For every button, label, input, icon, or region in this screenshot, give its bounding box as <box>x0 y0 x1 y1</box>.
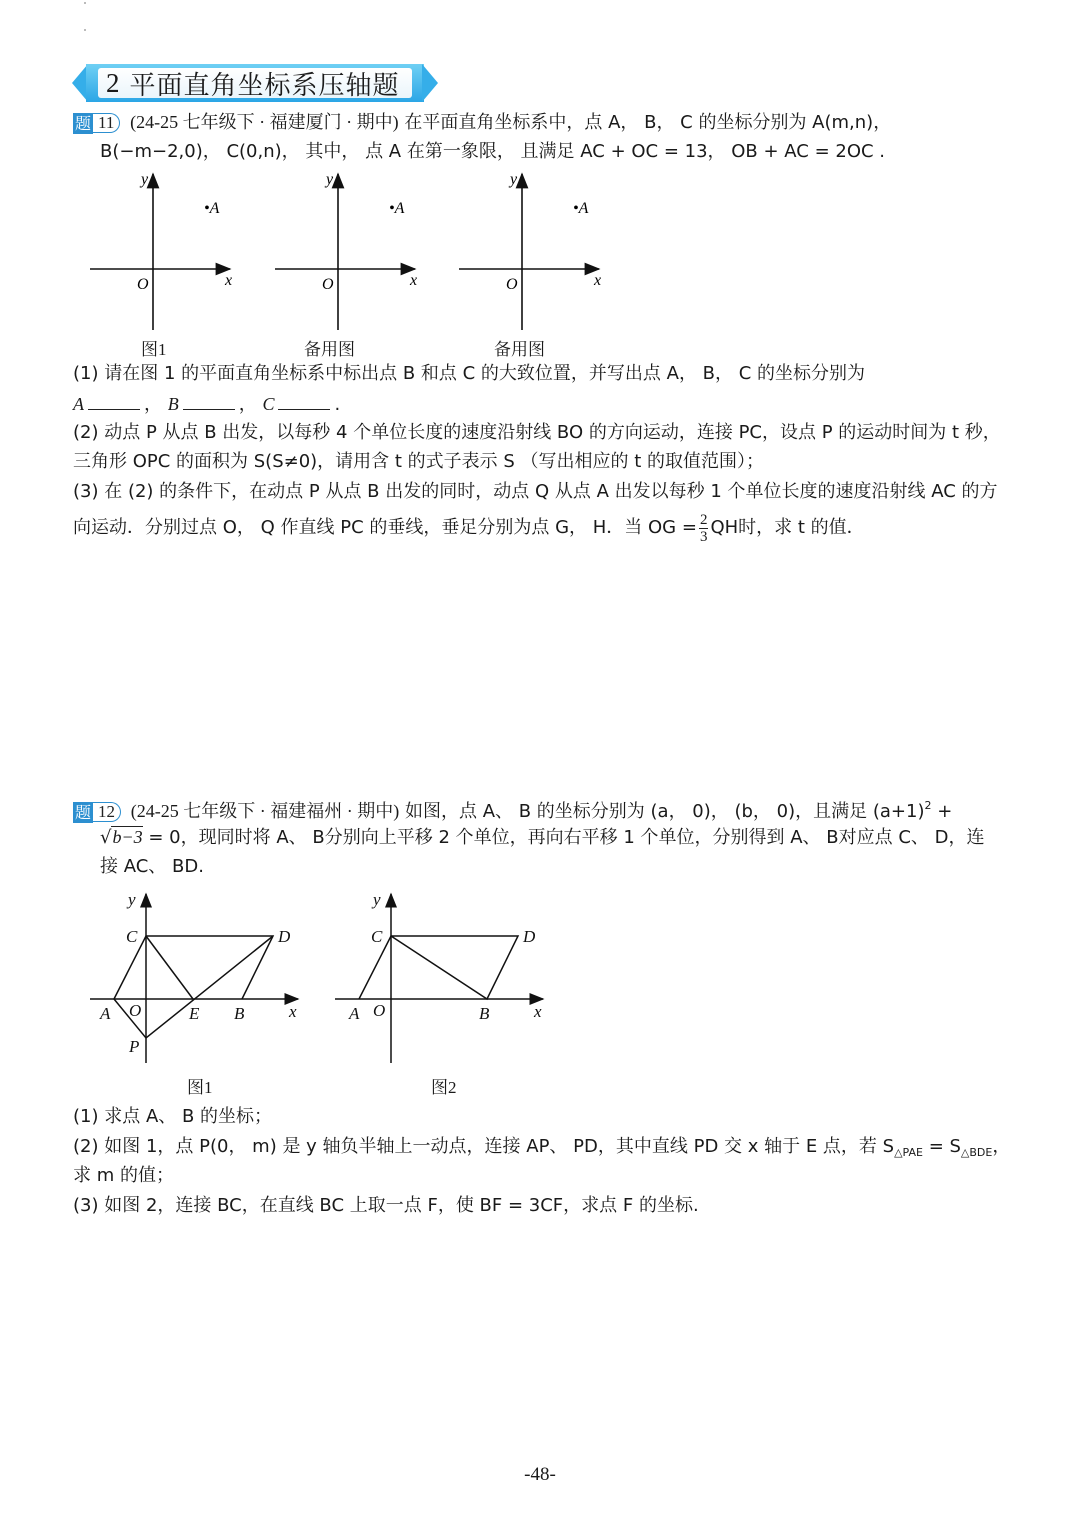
problem-12-stem-line3: 接 AC、 BD. <box>100 856 204 877</box>
figure-caption: 图1 <box>187 1078 213 1097</box>
scan-speck <box>84 29 86 31</box>
x-axis-label: x <box>225 272 233 289</box>
subscript-pae: △PAE <box>894 1146 923 1159</box>
y-axis-label: y <box>128 890 136 909</box>
question-3-line1: (3) 在 (2) 的条件下，在动点 P 从点 B 出发的同时，动点 Q 从点 A 出发以每秒 1 个单位长度的速度沿射线 AC 的方 <box>73 481 998 502</box>
fraction-two-thirds <box>699 512 709 545</box>
question-2-text: (2) 如图 1，点 P(0， m) 是 y 轴负半轴上一动点，连接 AP、 PD，其中直线 PD 交 x 轴于 E 点，若 S <box>73 1136 895 1157</box>
question-2-line1: (2) 动点 P 从点 B 出发，以每秒 4 个单位长度的速度沿射线 BO 的方向运动，连接 PC，设点 P 的运动时间为 t 秒， <box>73 422 1001 443</box>
blank-label-c: C <box>262 394 275 414</box>
figure-caption: 图1 <box>141 340 167 359</box>
blank-label-a: A <box>73 394 84 414</box>
question-3-line2 <box>73 511 865 545</box>
problem-stem: 如图，点 A、 B 的坐标分别为 (a， 0)， (b， 0)，且满足 (a+1) <box>404 801 925 822</box>
point-p-label: P <box>129 1037 140 1056</box>
point-d-label: D <box>523 927 536 946</box>
problem-stem-end: + <box>931 801 953 822</box>
question-2-line2: 三角形 OPC 的面积为 S(S≠0)，请用含 t 的式子表示 S （写出相应的 t 的取值范围）； <box>73 451 765 472</box>
geometry-figure-1 <box>88 888 308 1068</box>
origin-label: O <box>322 276 334 293</box>
geometry-figure-2 <box>333 888 553 1068</box>
question-2-line1 <box>73 1135 1010 1165</box>
subscript-bde: △BDE <box>960 1146 993 1159</box>
question-2-line2: 求 m 的值； <box>73 1165 174 1186</box>
exponent: 2 <box>924 799 932 812</box>
question-1: (1) 请在图 1 的平面直角坐标系中标出点 B 和点 C 的大致位置，并写出点 A， B， C 的坐标分别为 <box>73 363 866 384</box>
point-b-label: B <box>479 1004 490 1023</box>
answer-blank-c[interactable] <box>278 409 330 410</box>
fraction-numerator: 2 <box>699 511 708 528</box>
coordinate-figure-1 <box>85 168 245 333</box>
problem-source: (24-25 七年级下 · 福建福州 · 期中) <box>130 801 400 821</box>
point-a-label: A <box>349 1004 360 1023</box>
x-axis-label: x <box>410 272 418 289</box>
point-a-label: •A <box>389 200 405 217</box>
problem-12-stem-line2 <box>100 825 985 850</box>
x-axis-label: x <box>289 1002 297 1021</box>
question-1-answer-blanks: A ， B ， C . <box>73 394 341 415</box>
point-c-label: C <box>371 927 383 946</box>
coordinate-figure-spare-2 <box>454 168 614 333</box>
x-axis-label: x <box>534 1002 542 1021</box>
banner-inner <box>98 67 412 101</box>
scan-speck <box>84 2 86 4</box>
problem-badge <box>73 802 121 823</box>
origin-label: O <box>506 276 518 293</box>
origin-label: O <box>129 1001 142 1020</box>
problem-badge-number: 12 <box>93 802 121 822</box>
section-title: 平面直角坐标系压轴题 <box>129 70 400 101</box>
problem-badge-label: 题 <box>75 113 92 133</box>
figure-caption: 备用图 <box>494 340 545 359</box>
problem-source: (24-25 七年级下 · 福建厦门 · 期中) <box>130 112 399 132</box>
answer-blank-b[interactable] <box>183 409 235 410</box>
point-b-label: B <box>234 1004 245 1023</box>
x-axis-label: x <box>594 272 602 289</box>
problem-badge-label: 题 <box>75 802 92 822</box>
origin-label: O <box>373 1001 386 1020</box>
figure-caption: 备用图 <box>304 340 355 359</box>
fraction-denominator: 3 <box>699 528 708 545</box>
question-1: (1) 求点 A、 B 的坐标； <box>73 1106 273 1127</box>
problem-badge <box>73 113 120 134</box>
section-number: 2 <box>106 67 120 98</box>
banner-right-cap <box>422 64 438 102</box>
answer-blank-a[interactable] <box>88 409 140 410</box>
problem-11-stem-line2: B(−m−2,0)， C(0,n)， 其中， 点 A 在第一象限， 且满足 AC + OC = 13， OB + AC = 2OC . <box>100 141 886 162</box>
point-a-label: A <box>100 1004 111 1023</box>
point-a-label: •A <box>204 200 220 217</box>
coordinate-figure-spare-1 <box>270 168 430 333</box>
problem-12-header <box>73 794 952 824</box>
y-axis-label: y <box>373 890 381 909</box>
problem-stem: 在平面直角坐标系中，点 A， B， C 的坐标分别为 A(m,n)， <box>404 112 892 133</box>
y-axis-label: y <box>326 171 334 188</box>
section-banner <box>72 62 438 104</box>
question-3: (3) 如图 2，连接 BC，在直线 BC 上取一点 F，使 BF = 3CF，求点 F 的坐标. <box>73 1195 699 1216</box>
question-3-text-a: 向运动．分别过点 O， Q 作直线 PC 的垂线，垂足分别为点 G， H．当 OG = <box>73 517 697 538</box>
point-d-label: D <box>278 927 291 946</box>
point-a-label: •A <box>573 200 589 217</box>
equals: = S <box>922 1136 961 1157</box>
problem-11-header <box>73 110 891 135</box>
y-axis-label: y <box>510 171 518 188</box>
page-number: -48- <box>524 1464 556 1485</box>
sqrt-sign: √ <box>100 827 112 848</box>
origin-label: O <box>137 276 149 293</box>
y-axis-label: y <box>141 171 149 188</box>
figure-caption: 图2 <box>431 1078 457 1097</box>
blank-label-b: B <box>167 394 179 414</box>
comma: ， <box>992 1136 1011 1157</box>
problem-badge-number: 11 <box>93 113 120 133</box>
problem-stem-line2-text: = 0，现同时将 A、 B分别向上平移 2 个单位，再向右平移 1 个单位，分别得到 A、 B对应点 C、 D，连 <box>142 827 985 848</box>
sqrt-radicand: b−3 <box>112 827 143 847</box>
point-c-label: C <box>126 927 138 946</box>
question-3-text-b: QH时，求 t 的值． <box>710 517 865 538</box>
point-e-label: E <box>189 1004 200 1023</box>
